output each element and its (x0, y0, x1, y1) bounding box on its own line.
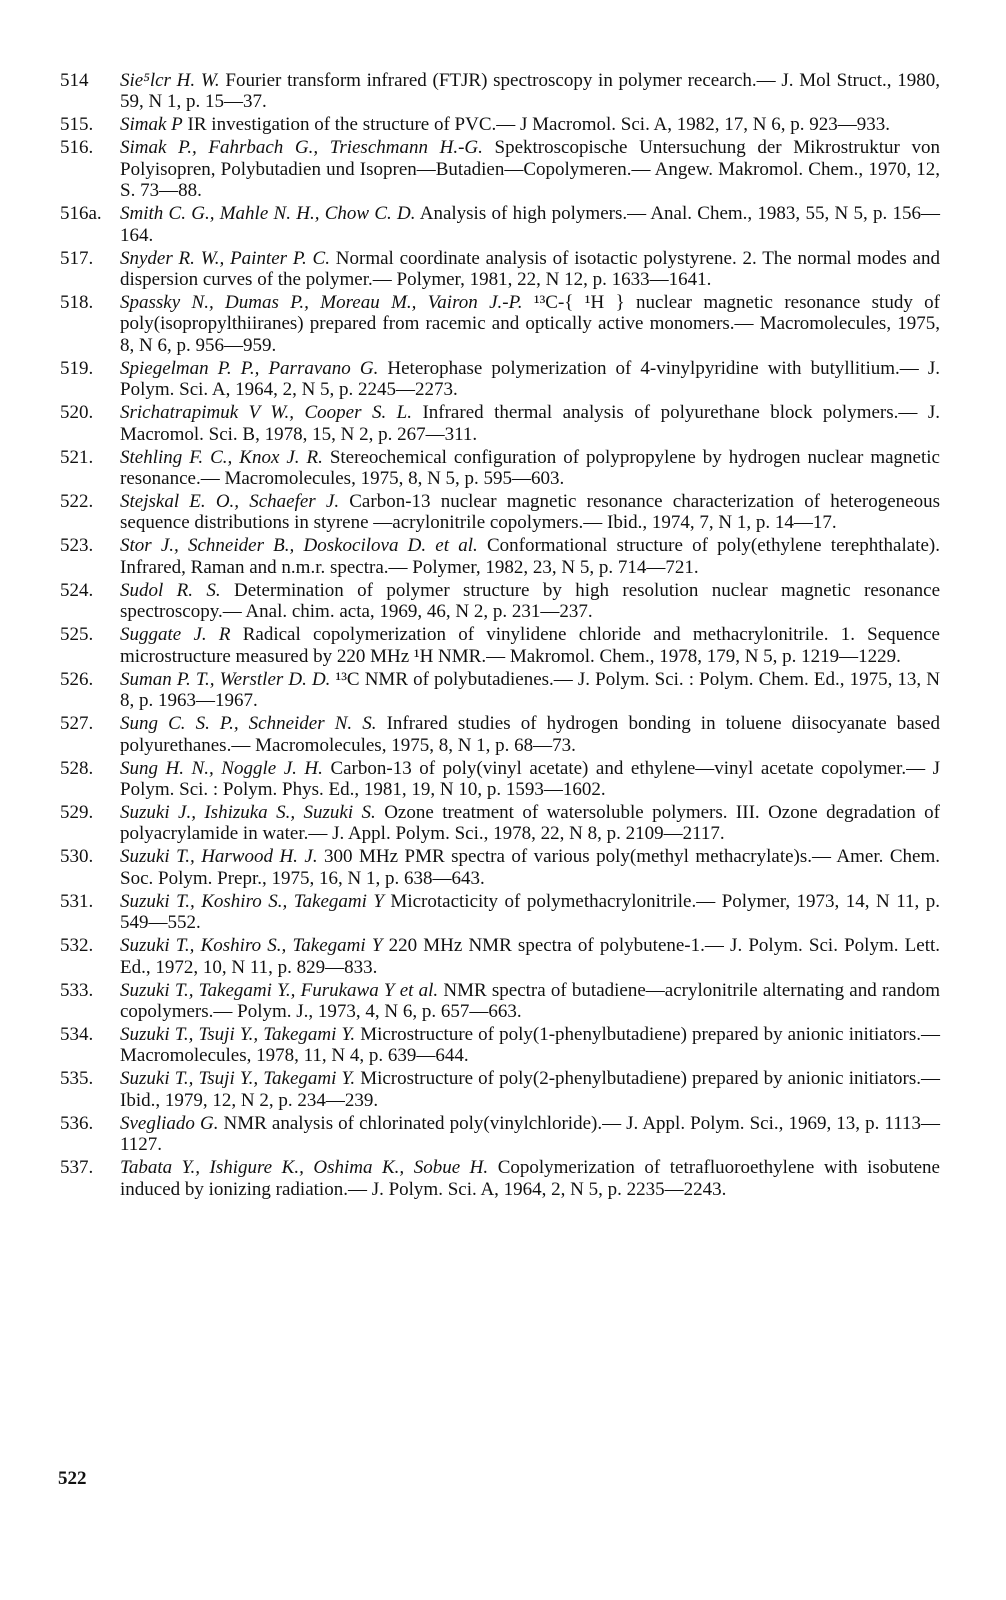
reference-body (120, 1157, 940, 1200)
reference-authors: Suzuki T., Tsuji Y., Takegami Y. (120, 1023, 356, 1045)
reference-number: 525. (60, 624, 94, 646)
reference-body (120, 846, 940, 889)
reference-body (120, 669, 940, 712)
reference-text: 300 MHz PMR spectra of various poly(methyl methacrylate)s.— Amer. Chem. Soc. Polym. Prepr., 1975, 16, N 1, p. 638—643. (120, 846, 940, 889)
reference-body (120, 248, 940, 291)
reference-text: Fourier transform infrared (FTJR) spectroscopy in polymer recearch.— J. Mol Struct., 1980, 59, N 1, p. 15—37. (120, 70, 940, 113)
reference-authors: Spassky N., Dumas P., Moreau M., Vairon J.-P. (120, 292, 523, 314)
reference-entry (60, 669, 940, 712)
reference-body (120, 1113, 940, 1156)
reference-authors: Suzuki T., Tsuji Y., Takegami Y. (120, 1068, 356, 1090)
reference-body (120, 758, 940, 801)
reference-authors: Suzuki T., Koshiro S., Takegami Y (120, 935, 383, 957)
reference-number: 533. (60, 979, 94, 1001)
reference-entry (60, 891, 940, 934)
reference-body (120, 935, 940, 978)
reference-text: Carbon-13 nuclear magnetic resonance characterization of heterogeneous sequence distributions in styrene —acrylonitrile copolymers.— Ibid., 1974, 7, N 1, p. 14—17. (120, 491, 940, 534)
reference-entry (60, 491, 940, 534)
reference-number: 531. (60, 890, 94, 912)
reference-entry (60, 713, 940, 756)
reference-body (120, 713, 940, 756)
reference-text: Microstructure of poly(1-phenylbutadiene) prepared by anionic initiators.— Macromolecules, 1978, 11, N 4, p. 639—644. (120, 1023, 940, 1067)
reference-body (120, 891, 940, 934)
reference-number: 536. (60, 1112, 94, 1134)
reference-number: 528. (60, 757, 94, 779)
reference-body (120, 802, 940, 845)
reference-authors: Stejskal E. O., Schaefer J. (120, 491, 340, 513)
reference-text: ¹³C-{ ¹H } nuclear magnetic resonance study of poly(isopropylthiiranes) prepared from racemic and optically active monomers.— Macromolecules, 1975, 8, N 6, p. 956—959. (120, 292, 941, 356)
reference-entry (60, 802, 940, 845)
reference-entry (60, 980, 940, 1023)
reference-number: 530. (60, 846, 94, 868)
reference-number: 516a. (60, 203, 102, 225)
reference-entry (60, 248, 940, 291)
reference-number: 526. (60, 668, 94, 690)
reference-authors: Sung H. N., Noggle J. H. (120, 757, 323, 779)
reference-authors: Sung C. S. P., Schneider N. S. (120, 713, 377, 735)
reference-number: 532. (60, 935, 94, 957)
reference-authors: Suzuki T., Harwood H. J. (120, 846, 318, 868)
reference-entry (60, 114, 940, 135)
reference-authors: Simak P., Fahrbach G., Trieschmann H.-G. (120, 137, 483, 159)
reference-authors: Suman P. T., Werstler D. D. (120, 668, 331, 690)
reference-number: 519. (60, 357, 94, 379)
reference-authors: Suggate J. R (120, 624, 231, 646)
reference-text: Conformational structure of poly(ethylene terephthalate). Infrared, Raman and n.m.r. spectra.— Polymer, 1982, 23, N 5, p. 714—721. (120, 535, 940, 578)
reference-entry (60, 935, 940, 978)
reference-entry (60, 1113, 940, 1156)
reference-authors: Srichatrapimuk V W., Cooper S. L. (120, 402, 412, 424)
reference-authors: Stehling F. C., Knox J. R. (120, 446, 323, 468)
reference-entry (60, 580, 940, 623)
page-number: 522 (58, 1468, 87, 1489)
reference-entry (60, 358, 940, 401)
reference-body (120, 203, 940, 246)
reference-authors: Suzuki T., Takegami Y., Furukawa Y et al. (120, 979, 439, 1001)
reference-body (120, 358, 940, 401)
reference-body (120, 624, 940, 667)
reference-body (120, 402, 940, 445)
reference-number: 534. (60, 1023, 94, 1045)
reference-number: 523. (60, 535, 94, 557)
reference-text: Normal coordinate analysis of isotactic polystyrene. 2. The normal modes and dispersion curves of the polymer.— Polymer, 1981, 22, N 12, p. 1633—1641. (120, 247, 940, 291)
reference-entry (60, 846, 940, 889)
reference-text: Copolymerization of tetrafluoroethylene with isobutene induced by ionizing radiation.— J. Polym. Sci. A, 1964, 2, N 5, p. 2235—2243. (120, 1157, 940, 1200)
reference-authors: Sie⁵lcr H. W. (120, 70, 220, 91)
reference-list (60, 70, 940, 1202)
reference-text: Stereochemical configuration of polypropylene by hydrogen nuclear magnetic resonance.— Macromolecules, 1975, 8, N 5, p. 595—603. (120, 446, 940, 490)
reference-body (120, 1068, 940, 1111)
reference-authors: Tabata Y., Ishigure K., Oshima K., Sobue H. (120, 1157, 489, 1179)
reference-entry (60, 292, 940, 356)
reference-entry (60, 203, 940, 246)
reference-body (120, 1024, 940, 1067)
reference-number: 524. (60, 579, 94, 601)
reference-entry (60, 624, 940, 667)
reference-number: 535. (60, 1068, 94, 1090)
reference-authors: Sudol R. S. (120, 579, 221, 601)
reference-number: 514 (60, 70, 89, 91)
reference-entry (60, 1024, 940, 1067)
reference-number: 520. (60, 402, 94, 424)
reference-entry (60, 535, 940, 578)
reference-text: Heterophase polymerization of 4-vinylpyridine with butyllitium.— J. Polym. Sci. A, 1964, 2, N 5, p. 2245—2273. (120, 357, 940, 401)
reference-text: Infrared thermal analysis of polyurethane block polymers.— J. Macromol. Sci. B, 1978, 15, N 2, p. 267—311. (120, 402, 940, 445)
reference-text: Radical copolymerization of vinylidene chloride and methacrylonitrile. 1. Sequence microstructure measured by 220 MHz ¹H NMR.— Makromol. Chem., 1978, 179, N 5, p. 1219—1229. (120, 624, 940, 667)
reference-number: 522. (60, 491, 94, 513)
reference-entry (60, 70, 940, 113)
reference-text: Infrared studies of hydrogen bonding in toluene diisocyanate based polyurethanes.— Macromolecules, 1975, 8, N 1, p. 68—73. (120, 713, 940, 756)
reference-text: NMR spectra of butadiene—acrylonitrile alternating and random copolymers.— Polym. J., 1973, 4, N 6, p. 657—663. (120, 979, 940, 1022)
reference-entry (60, 1157, 940, 1200)
reference-entry (60, 137, 940, 201)
reference-authors: Snyder R. W., Painter P. C. (120, 247, 330, 269)
reference-authors: Simak P (120, 114, 183, 136)
reference-number: 527. (60, 713, 94, 735)
reference-number: 537. (60, 1157, 94, 1179)
reference-number: 529. (60, 801, 94, 823)
reference-text: Determination of polymer structure by high resolution nuclear magnetic resonance spectroscopy.— Anal. chim. acta, 1969, 46, N 2, p. 231—237. (120, 579, 941, 623)
reference-body (120, 447, 940, 490)
reference-text: IR investigation of the structure of PVC.— J Macromol. Sci. A, 1982, 17, N 6, p. 923—933. (182, 114, 890, 136)
reference-authors: Suzuki J., Ishizuka S., Suzuki S. (120, 801, 376, 823)
reference-body (120, 70, 940, 113)
reference-text: Analysis of high polymers.— Anal. Chem., 1983, 55, N 5, p. 156—164. (120, 203, 940, 246)
reference-text: NMR analysis of chlorinated poly(vinylchloride).— J. Appl. Polym. Sci., 1969, 13, p. 1113—1127. (120, 1112, 940, 1156)
reference-text: ¹³C NMR of polybutadienes.— J. Polym. Sci. : Polym. Chem. Ed., 1975, 13, N 8, p. 1963—1967. (120, 668, 940, 712)
reference-body (120, 491, 940, 534)
reference-number: 521. (60, 446, 94, 468)
reference-authors: Stor J., Schneider B., Doskocilova D. et al. (120, 535, 478, 557)
reference-entry (60, 402, 940, 445)
reference-body (120, 535, 940, 578)
reference-text: Microstructure of poly(2-phenylbutadiene) prepared by anionic initiators.— Ibid., 1979, 12, N 2, p. 234—239. (120, 1068, 940, 1111)
reference-body (120, 292, 940, 356)
reference-authors: Smith C. G., Mahle N. H., Chow C. D. (120, 203, 416, 225)
reference-authors: Suzuki T., Koshiro S., Takegami Y (120, 890, 384, 912)
reference-number: 517. (60, 247, 94, 269)
reference-body (120, 580, 940, 623)
reference-body (120, 114, 940, 135)
reference-text: Ozone treatment of watersoluble polymers. III. Ozone degradation of polyacrylamide in water.— J. Appl. Polym. Sci., 1978, 22, N 8, p. 2109—2117. (120, 801, 940, 845)
reference-number: 518. (60, 292, 94, 314)
reference-text: Microtacticity of polymethacrylonitrile.— Polymer, 1973, 14, N 11, p. 549—552. (120, 890, 940, 934)
reference-entry (60, 758, 940, 801)
reference-text: 220 MHz NMR spectra of polybutene-1.— J. Polym. Sci. Polym. Lett. Ed., 1972, 10, N 11, p. 829—833. (120, 935, 940, 978)
reference-authors: Svegliado G. (120, 1112, 219, 1134)
reference-body (120, 980, 940, 1023)
reference-text: Spektroscopische Untersuchung der Mikrostruktur von Polyisopren, Polybutadien und Isopren—Butadien—Copolymeren.— Angew. Makromol. Chem., 1970, 12, S. 73—88. (120, 137, 940, 202)
reference-number: 516. (60, 137, 94, 159)
reference-body (120, 137, 940, 201)
reference-authors: Spiegelman P. P., Parravano G. (120, 357, 379, 379)
reference-entry (60, 447, 940, 490)
reference-text: Carbon-13 of poly(vinyl acetate) and ethylene—vinyl acetate copolymer.— J Polym. Sci. : Polym. Phys. Ed., 1981, 19, N 10, p. 1593—1602. (120, 757, 941, 800)
reference-entry (60, 1068, 940, 1111)
reference-number: 515. (60, 114, 94, 136)
